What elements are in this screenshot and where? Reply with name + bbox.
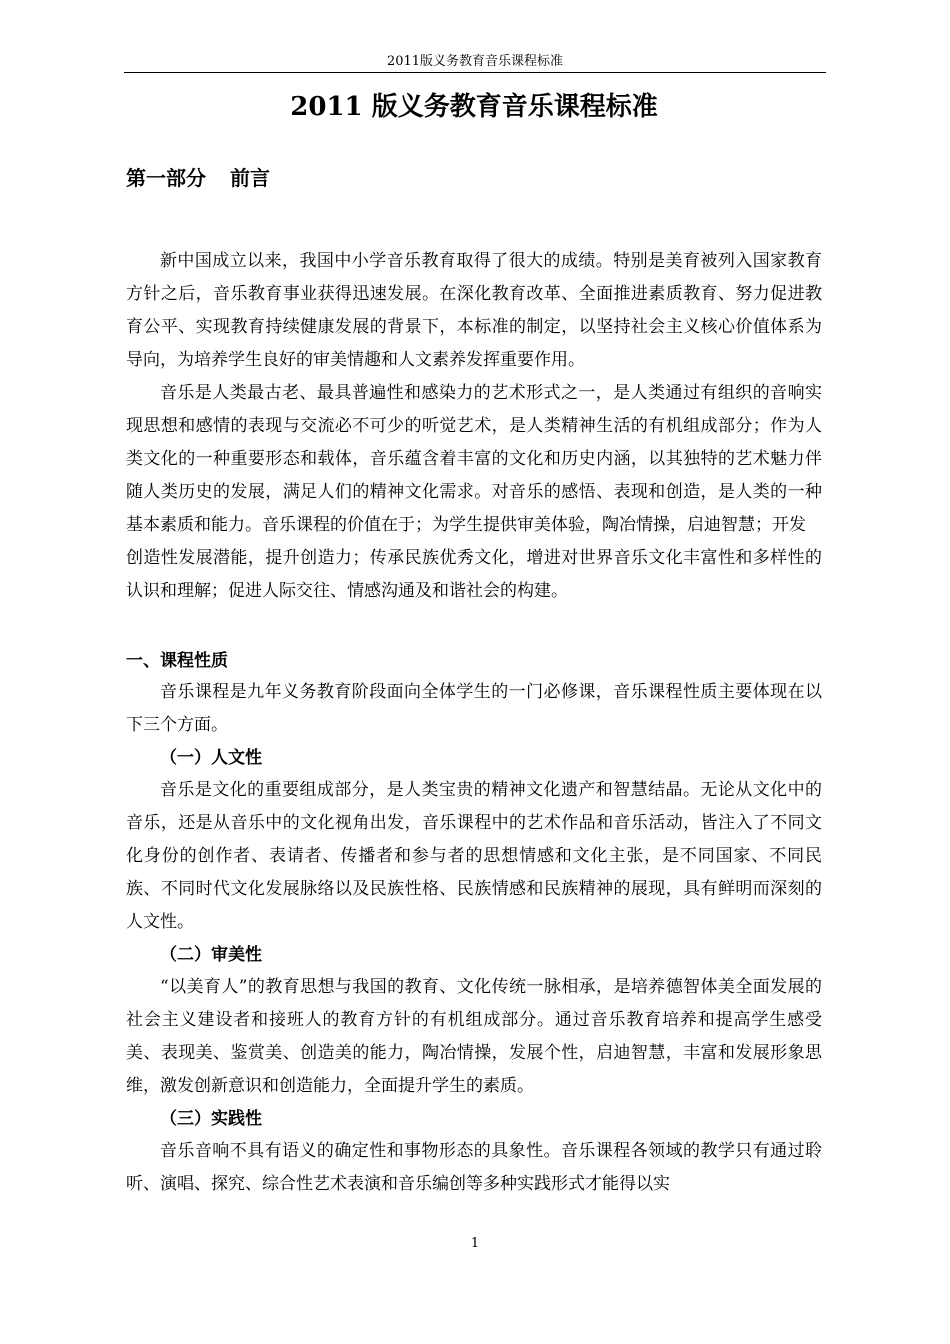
subsection-paragraph: “以美育人”的教育思想与我国的教育、文化传统一脉相承，是培养德智体美全面发展的社会主义建设者和接班人的教育方针的有机组成部分。通过音乐教育培养和提高学生感受美、表现美、鉴赏美、创造美的能力，陶冶情操，发展个性，启迪智慧，丰富和发展形象思维，激发创新意识和创造能力，全面提升学生的素质。 [126, 977, 822, 1096]
preface-paragraph: 创造性发展潜能，提升创造力；传承民族优秀文化，增进对世界音乐文化丰富性和多样性的认识和理解；促进人际交往、情感沟通及和谐社会的构建。 [126, 548, 822, 601]
document-title: 2011 版义务教育音乐课程标准 [290, 92, 658, 122]
section-heading: 一、课程性质 [126, 651, 228, 671]
subsection-heading: （二）审美性 [160, 945, 262, 965]
part-name: 前言 [230, 166, 270, 190]
section-intro: 音乐课程是九年义务教育阶段面向全体学生的一门必修课，音乐课程性质主要体现在以下三个方面。 [126, 682, 822, 735]
page-body [126, 87, 822, 1201]
preface-paragraph: 音乐是人类最古老、最具普遍性和感染力的艺术形式之一，是人类通过有组织的音响实现思想和感情的表现与交流必不可少的听觉艺术，是人类精神生活的有机组成部分；作为人类文化的一种重要形态和载体，音乐蕴含着丰富的文化和历史内涵，以其独特的艺术魅力伴随人类历史的发展，满足人们的精神文化需求。对音乐的感悟、表现和创造，是人类的一种基本素质和能力。音乐课程的价值在于；为学生提供审美体验，陶冶情操，启迪智慧；开发 [126, 383, 822, 535]
subsection-heading: （三）实践性 [160, 1109, 262, 1129]
part-heading [126, 163, 822, 193]
subsection-heading: （一）人文性 [160, 748, 262, 768]
preface-paragraph: 新中国成立以来，我国中小学音乐教育取得了很大的成绩。特别是美育被列入国家教育方针之后，音乐教育事业获得迅速发展。在深化教育改革、全面推进素质教育、努力促进教育公平、实现教育持续健康发展的背景下，本标准的制定，以坚持社会主义核心价值体系为导向，为培养学生良好的审美情趣和人文素养发挥重要作用。 [126, 251, 822, 370]
subsection-paragraph: 音乐音响不具有语义的确定性和事物形态的具象性。音乐课程各领域的教学只有通过聆听、演唱、探究、综合性艺术表演和音乐编创等多种实践形式才能得以实 [126, 1141, 822, 1194]
header-rule [124, 72, 826, 73]
part-label: 第一部分 [126, 166, 206, 190]
subsection-paragraph: 音乐是文化的重要组成部分，是人类宝贵的精神文化遗产和智慧结晶。无论从文化中的音乐，还是从音乐中的文化视角出发，音乐课程中的艺术作品和音乐活动，皆注入了不同文化身份的创作者、表请者、传播者和参与者的思想情感和文化主张，是不同国家、不同民族、不同时代文化发展脉络以及民族性格、民族情感和民族精神的展现，具有鲜明而深刻的人文性。 [126, 780, 822, 932]
running-header: 2011版义务教育音乐课程标准 [386, 54, 564, 69]
page-number: 1 [470, 1236, 480, 1251]
